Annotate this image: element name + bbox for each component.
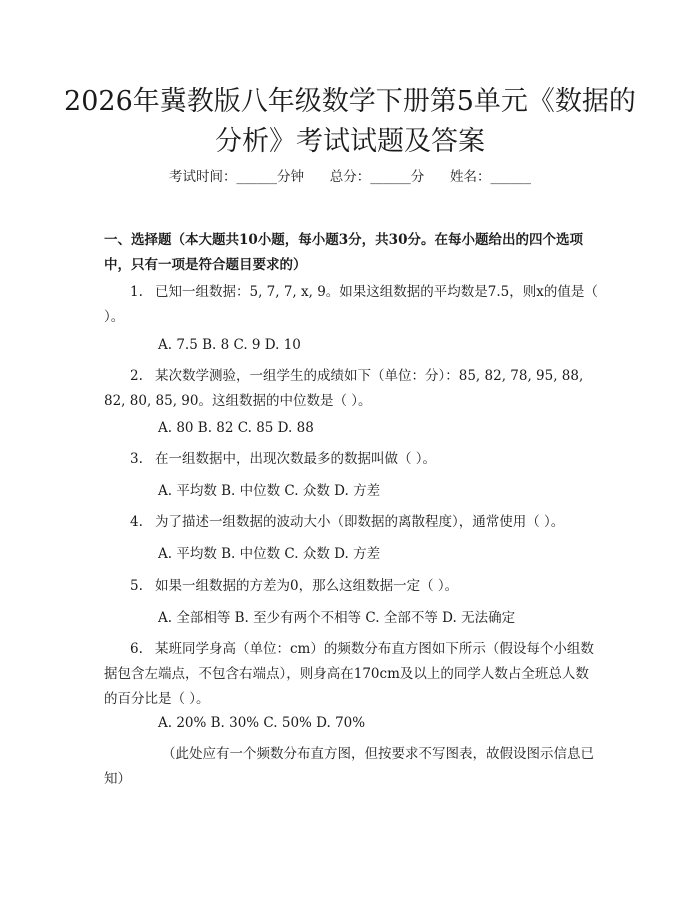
question-4 <box>104 510 600 535</box>
question-5-options: A. 全部相等 B. 至少有两个不相等 C. 全部不等 D. 无法确定 <box>158 610 516 626</box>
question-2-options: A. 80 B. 82 C. 85 D. 88 <box>158 420 314 436</box>
question-number: 2. <box>130 368 143 384</box>
question-number: 4. <box>130 514 143 530</box>
question-4-options: A. 平均数 B. 中位数 C. 众数 D. 方差 <box>158 546 381 562</box>
question-number: 6. <box>130 641 143 657</box>
question-text: 某班同学身高（单位：cm）的频数分布直方图如下所示（假设每个小组数据包含左端点，不包含右端点），则身高在170cm及以上的同学人数占全班总人数的百分比是（ ）。 <box>104 641 594 707</box>
section-heading: 一、选择题（本大题共10小题，每小题3分，共30分。在每小题给出的四个选项中，只有一项是符合题目要求的） <box>104 232 583 273</box>
exam-info-line: 考试时间：______分钟 总分：______分 姓名：______ <box>169 169 531 185</box>
question-number: 5. <box>130 578 143 594</box>
question-6-options: A. 20% B. 30% C. 50% D. 70% <box>158 715 366 731</box>
histogram-note: （此处应有一个频数分布直方图，但按要求不写图表，故假设图示信息已知） <box>104 746 594 787</box>
question-6 <box>104 637 600 712</box>
question-number: 3. <box>130 451 143 467</box>
page-title: 2026年冀教版八年级数学下册第5单元《数据的分析》考试试题及答案 <box>64 86 636 157</box>
question-text: 已知一组数据：5, 7, 7, x, 9。如果这组数据的平均数是7.5，则x的值是（ ）。 <box>104 284 598 325</box>
question-text: 为了描述一组数据的波动大小（即数据的离散程度），通常使用（ ）。 <box>155 514 565 530</box>
question-1 <box>104 280 600 330</box>
question-3-options: A. 平均数 B. 中位数 C. 众数 D. 方差 <box>158 483 381 499</box>
question-text: 在一组数据中，出现次数最多的数据叫做（ ）。 <box>155 451 437 467</box>
question-2 <box>104 364 600 414</box>
question-5 <box>104 574 600 599</box>
question-text: 某次数学测验，一组学生的成绩如下（单位：分）：85, 82, 78, 95, 88, 82, 80, 85, 90。这组数据的中位数是（ ）。 <box>104 368 584 409</box>
question-3 <box>104 447 600 472</box>
question-number: 1. <box>130 284 143 300</box>
question-text: 如果一组数据的方差为0，那么这组数据一定（ ）。 <box>155 578 459 594</box>
question-1-options: A. 7.5 B. 8 C. 9 D. 10 <box>158 337 301 353</box>
